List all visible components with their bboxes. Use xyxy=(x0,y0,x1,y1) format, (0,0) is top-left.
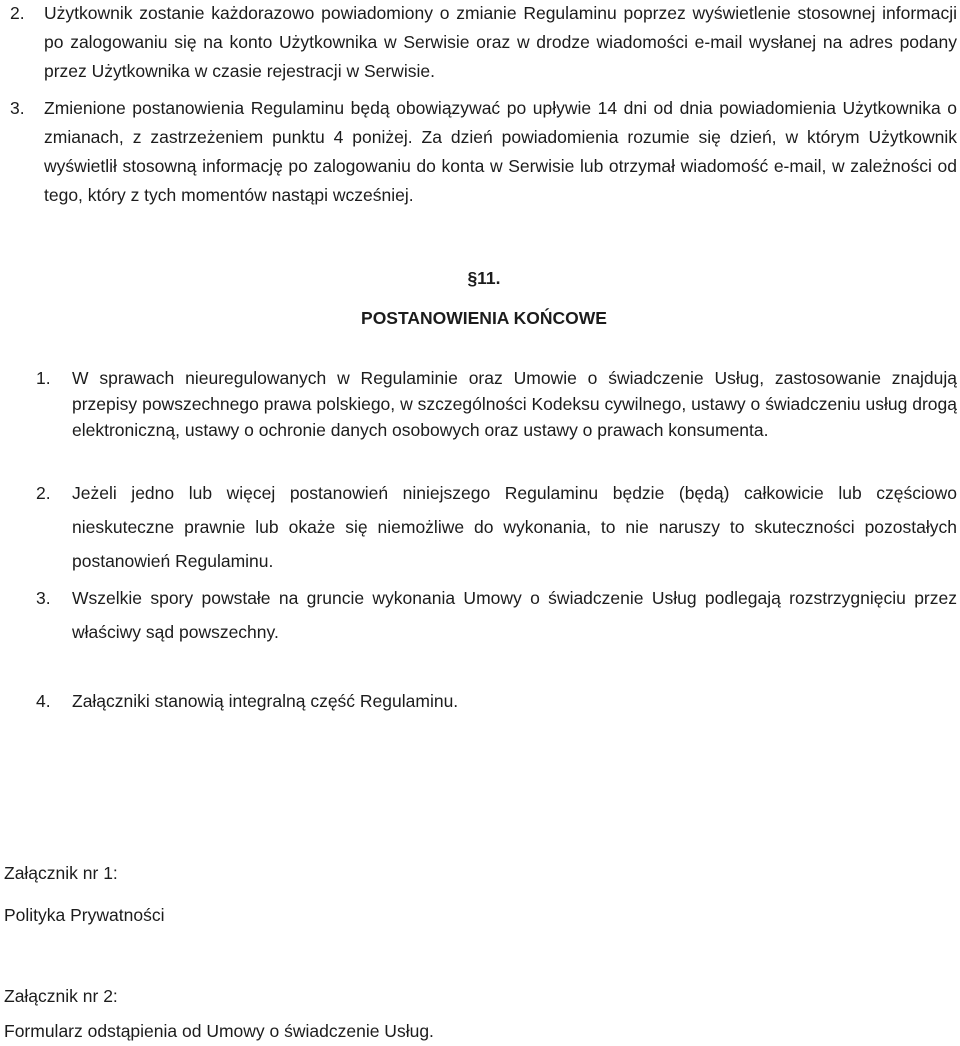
list-item-number: 3. xyxy=(36,588,51,608)
list-item xyxy=(0,0,960,89)
attachment-label: Załącznik nr 1: xyxy=(4,863,118,883)
list-item-number: 1. xyxy=(36,368,51,388)
list-item-number: 2. xyxy=(10,3,25,23)
list-item-text: Zmienione postanowienia Regulaminu będą obowiązywać po upływie 14 dni od dnia powiadomienia Użytkownika o zmianach, z zastrzeżeniem punktu 4 poniżej. Za dzień powiadomienia rozumie się dzień, w którym Użytkownik wyświetlił stosowną informację po zalogowaniu do konta w Serwisie lub otrzymał wiadomość e-mail, w zależności od tego, który z tych momentów nastąpi wcześniej. xyxy=(44,98,957,205)
list-item-number: 4. xyxy=(36,691,51,711)
attachment-title: Formularz odstąpienia od Umowy o świadczenie Usług. xyxy=(4,1021,434,1041)
section-title: POSTANOWIENIA KOŃCOWE xyxy=(361,308,607,328)
section-number: §11. xyxy=(467,268,501,288)
list-item-number: 3. xyxy=(10,98,25,118)
attachment-label: Załącznik nr 2: xyxy=(4,986,118,1006)
list-item xyxy=(0,581,960,651)
list-item xyxy=(0,365,960,475)
list-item xyxy=(0,684,960,720)
list-item-text: W sprawach nieuregulowanych w Regulaminie oraz Umowie o świadczenie Usług, zastosowanie znajdują przepisy powszechnego prawa polskiego, w szczególności Kodeksu cywilnego, ustawy o świadczeniu usług drogą elektroniczną, ustawy o ochronie danych osobowych oraz ustawy o prawach konsumenta. xyxy=(72,368,957,440)
list-item xyxy=(0,94,960,214)
list-item-text: Wszelkie spory powstałe na gruncie wykonania Umowy o świadczenie Usług podlegają rozstrzygnięciu przez właściwy sąd powszechny. xyxy=(72,588,957,642)
list-item-text: Jeżeli jedno lub więcej postanowień niniejszego Regulaminu będzie (będą) całkowicie lub częściowo nieskuteczne prawnie lub okaże się niemożliwe do wykonania, to nie naruszy to skuteczności pozostałych postanowień Regulaminu. xyxy=(72,483,957,571)
attachment-title: Polityka Prywatności xyxy=(4,905,165,925)
list-item-text: Załączniki stanowią integralną część Regulaminu. xyxy=(72,691,459,711)
list-item-number: 2. xyxy=(36,483,51,503)
list-item-text: Użytkownik zostanie każdorazowo powiadomiony o zmianie Regulaminu poprzez wyświetlenie stosownej informacji po zalogowaniu się na konto Użytkownika w Serwisie oraz w drodze wiadomości e-mail wysłanej na adres podany przez Użytkownika w czasie rejestracji w Serwisie. xyxy=(44,3,957,81)
list-item xyxy=(0,476,960,580)
